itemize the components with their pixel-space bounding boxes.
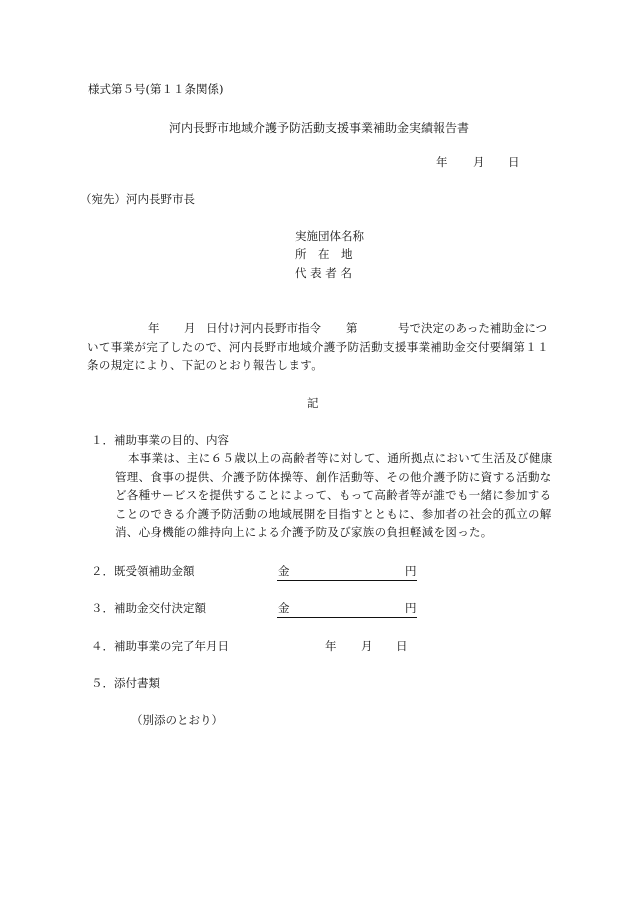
item-1-line: ど各種サービスを提供することによって、もって高齢者等が誰でも一緒に参加する [115, 488, 552, 502]
item-2-kin: 金 [278, 564, 290, 578]
item-3-en: 円 [405, 601, 417, 615]
item-5-note: （別添のとおり） [131, 713, 223, 727]
intro-dai: 第 [346, 321, 358, 335]
item-1-line: 本事業は、主に６５歳以上の高齢者等に対して、通所拠点において生活及び健康 [128, 451, 553, 465]
item-4-day: 日 [396, 639, 408, 653]
date-year: 年 [436, 155, 448, 169]
applicant-address-label: 所 在 地 [295, 247, 353, 261]
intro-month: 月 [184, 321, 196, 335]
form-number: 様式第５号(第１１条関係) [88, 82, 224, 96]
item-3-label: ３．補助金交付決定額 [91, 601, 206, 615]
date-month: 月 [473, 155, 485, 169]
item-2-en: 円 [405, 564, 417, 578]
item-3-kin: 金 [278, 601, 290, 615]
item-1-line: 管理、食事の提供、介護予防体操等、創作活動等、その他介護予防に資する活動な [115, 470, 552, 484]
document-title: 河内長野市地域介護予防活動支援事業補助金実績報告書 [169, 121, 470, 135]
date-day: 日 [508, 155, 520, 169]
item-2-amount-underline [277, 580, 417, 581]
applicant-org-name-label: 実施団体名称 [295, 229, 364, 243]
item-4-label: ４．補助事業の完了年月日 [91, 639, 229, 653]
intro-line-2: いて事業が完了したので、河内長野市地域介護予防活動支援事業補助金交付要綱第１１ [87, 340, 549, 354]
item-5-label: ５．添付書類 [91, 676, 160, 690]
item-2-label: ２．既受領補助金額 [91, 564, 195, 578]
ki-heading: 記 [307, 396, 319, 410]
item-4-year: 年 [325, 639, 337, 653]
item-1-heading: １．補助事業の目的、内容 [91, 433, 229, 447]
item-3-amount-underline [277, 617, 417, 618]
intro-rest: 号で決定のあった補助金につ [398, 321, 548, 335]
intro-year: 年 [148, 321, 160, 335]
addressee: （宛先）河内長野市長 [80, 192, 195, 206]
intro-line-3: 条の規定により、下記のとおり報告します。 [87, 358, 324, 372]
item-1-line: ことのできる介護予防活動の地域展開を目指すとともに、参加者の社会的孤立の解 [115, 507, 552, 521]
item-4-month: 月 [361, 639, 373, 653]
intro-dated: 日付け河内長野市指令 [206, 321, 321, 335]
applicant-representative-label: 代 表 者 名 [295, 266, 352, 280]
item-1-line: 消、心身機能の維持向上による介護予防及び家族の負担軽減を図った。 [115, 525, 493, 539]
